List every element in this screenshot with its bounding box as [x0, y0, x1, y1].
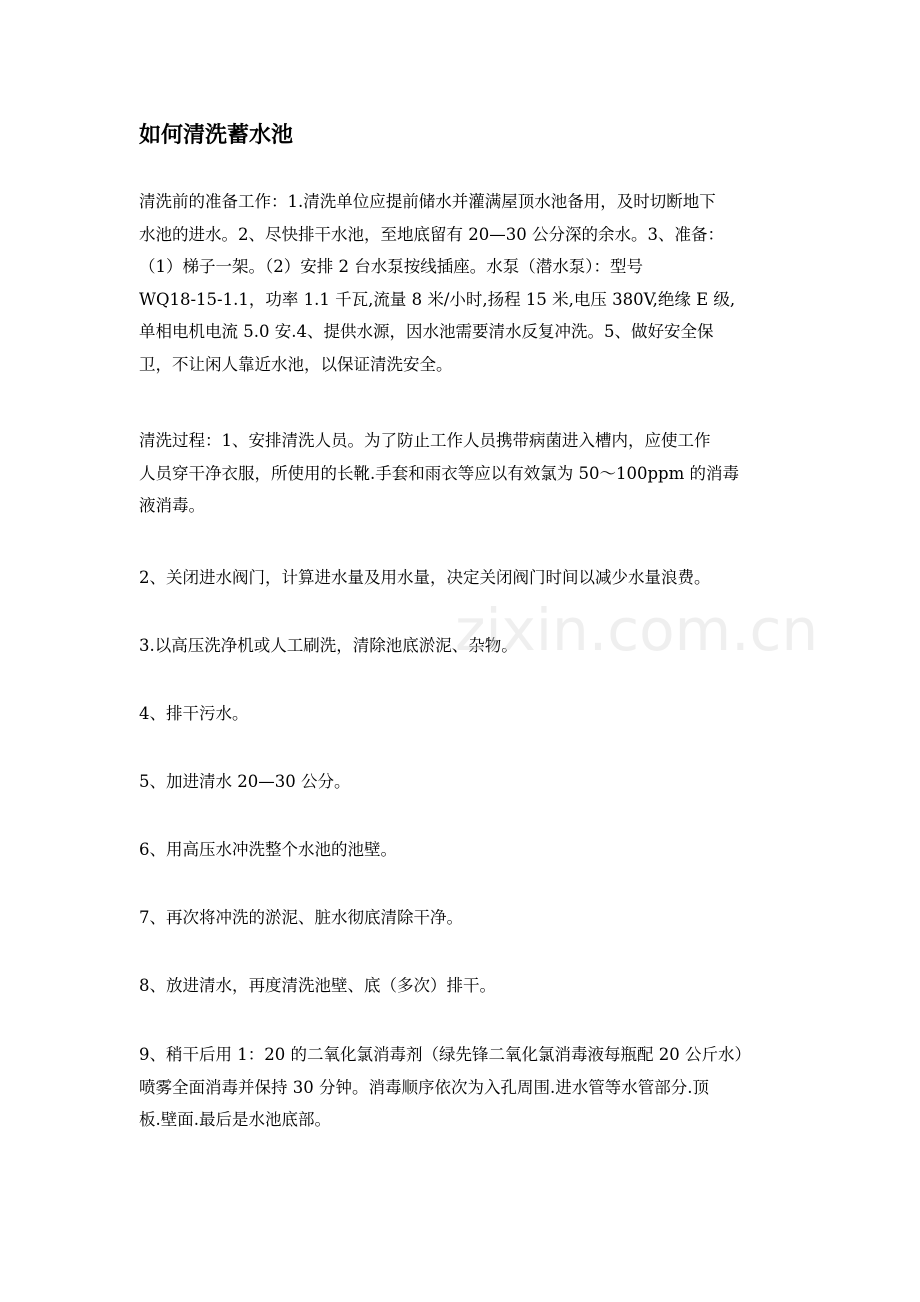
- text-line: 板.壁面.最后是水池底部。: [139, 1110, 331, 1129]
- text-line: 喷雾全面消毒并保持 30 分钟。消毒顺序依次为入孔周围.进水管等水管部分.顶: [139, 1077, 709, 1097]
- text-line: 清洗过程：1、安排清洗人员。为了防止工作人员携带病菌进入槽内，应使工作: [139, 431, 711, 450]
- text-line: （1）梯子一架。（2）安排 2 台水泵按线插座。水泵（潜水泵）：型号: [139, 257, 643, 276]
- text-line: 8、放进清水，再度清洗池壁、底（多次）排干。: [139, 976, 496, 995]
- step-9: [139, 1039, 789, 1137]
- text-line: 单相电机电流 5.0 安.4、提供水源，因水池需要清水反复冲洗。5、做好安全保: [139, 322, 714, 341]
- document-title: 如何清洗蓄水池: [139, 123, 294, 148]
- text-line: 人员穿干净衣服，所使用的长靴.手套和雨衣等应以有效氯为 50～100ppm 的消毒: [139, 463, 739, 483]
- text-line: WQ18-15-1.1，功率 1.1 千瓦,流量 8 米/小时,扬程 15 米,电压 380V,绝缘 E 级,: [139, 289, 736, 309]
- text-line: 5、加进清水 20—30 公分。: [139, 772, 351, 791]
- text-line: 9、稍干后用 1：20 的二氧化氯消毒剂（绿先锋二氧化氯消毒液每瓶配 20 公斤水）: [139, 1045, 751, 1064]
- step-7: [139, 902, 789, 935]
- text-line: 2、关闭进水阀门，计算进水量及用水量，决定关闭阀门时间以减少水量浪费。: [139, 568, 711, 587]
- text-line: 卫，不让闲人靠近水池，以保证清洗安全。: [139, 354, 453, 374]
- text-line: 液消毒。: [139, 496, 205, 515]
- text-line: 清洗前的准备工作：1.清洗单位应提前储水并灌满屋顶水池备用，及时切断地下: [139, 192, 716, 211]
- text-line: 3.以高压洗净机或人工刷洗，清除池底淤泥、杂物。: [139, 636, 518, 655]
- step-3: [139, 630, 789, 663]
- text-line: 4、排干污水。: [139, 704, 249, 723]
- text-line: 7、再次将冲洗的淤泥、脏水彻底清除干净。: [139, 908, 463, 927]
- text-line: 6、用高压水冲洗整个水池的池壁。: [139, 840, 397, 859]
- paragraph-process: [139, 425, 789, 523]
- step-8: [139, 970, 789, 1003]
- step-5: [139, 766, 789, 799]
- step-4: [139, 698, 789, 731]
- paragraph-preparation: [139, 186, 789, 381]
- watermark: zixin.com.cn: [455, 596, 819, 664]
- text-line: 水池的进水。2、尽快排干水池，至地底留有 20—30 公分深的余水。3、准备：: [139, 224, 724, 244]
- step-2: [139, 562, 789, 595]
- step-6: [139, 834, 789, 867]
